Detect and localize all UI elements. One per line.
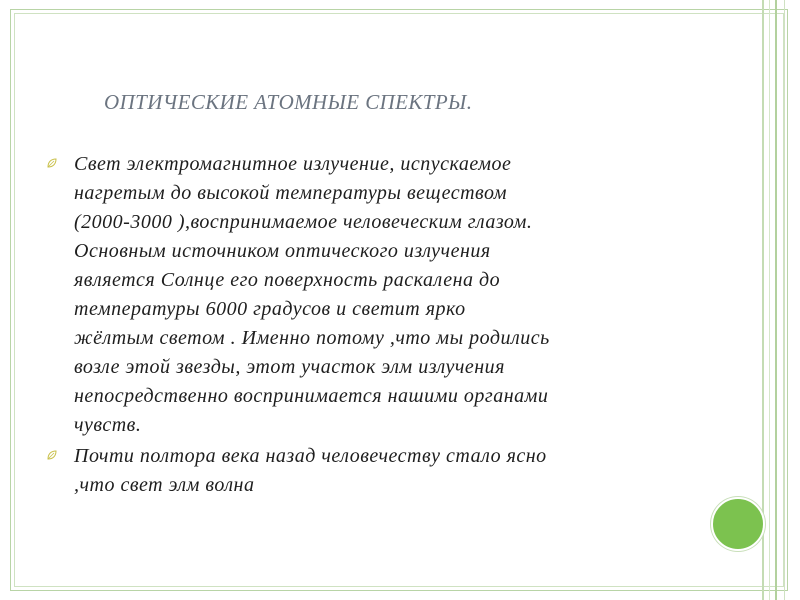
bullet-text: Почти полтора века назад человечеству стало ясно ,что свет элм волна [74, 445, 547, 496]
leaf-bullet-icon [46, 449, 58, 461]
decorative-rule [784, 0, 785, 600]
bullet-item [46, 150, 706, 440]
decorative-rule [762, 0, 764, 600]
decorative-rule [769, 0, 770, 600]
slide-title: ОПТИЧЕСКИЕ АТОМНЫЕ СПЕКТРЫ. [104, 90, 473, 114]
bullet-item [46, 442, 706, 500]
accent-circle [711, 497, 765, 551]
bullet-list [46, 150, 706, 500]
leaf-bullet-icon [46, 157, 58, 169]
bullet-text: Свет электромагнитное излучение, испускаемое нагретым до высокой температуры веществом (2000-3000 ),воспринимаемое человеческим глазом. Основным источником оптического излучения является Солнце его поверхность раскалена до температуры 6000 градусов и светит ярко жёлтым светом . Именно потому ,что мы родились возле этой звезды, этот участок элм излучения непосредственно воспринимается нашими органами чувств. [74, 153, 550, 436]
decorative-rule [775, 0, 777, 600]
